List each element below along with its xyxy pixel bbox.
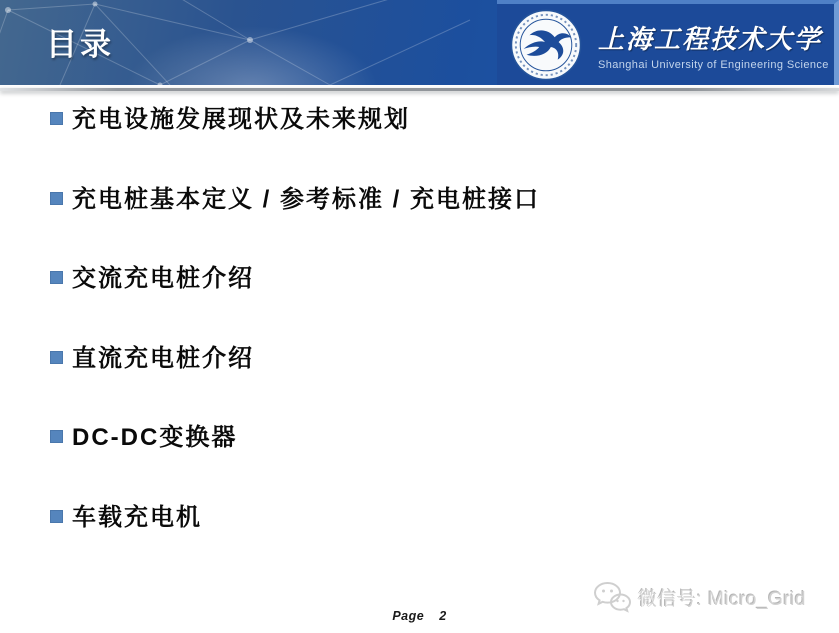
university-seal-bird-icon: [510, 9, 582, 81]
bullet-square-icon: [50, 430, 63, 443]
toc-item-label: 直流充电桩介绍: [72, 344, 254, 372]
bullet-square-icon: [50, 510, 63, 523]
toc-item-dcdc-converter: [50, 425, 540, 451]
bullet-square-icon: [50, 351, 63, 364]
header-divider: [0, 88, 839, 91]
toc-item-charging-facilities: [50, 107, 540, 133]
page-label: Page: [392, 609, 425, 623]
university-name-block: [598, 19, 829, 71]
university-name-cn: 上海工程技术大学: [598, 24, 823, 55]
toc-item-label: 充电设施发展现状及未来规划: [72, 106, 410, 133]
toc-item-label: 交流充电桩介绍: [72, 265, 254, 292]
toc-item-ac-pile: [50, 266, 540, 292]
page-title: 目录: [46, 27, 114, 62]
wechat-watermark: [593, 581, 806, 614]
toc-item-label: 车载充电机: [72, 503, 202, 531]
toc-item-label: DC-DC变换器: [72, 424, 238, 451]
toc-item-label: 充电桩基本定义 / 参考标准 / 充电桩接口: [72, 185, 541, 213]
university-name-en: Shanghai University of Engineering Science: [598, 58, 829, 71]
bullet-square-icon: [50, 192, 63, 205]
page-number: 2: [439, 609, 447, 623]
wechat-id-label: 微信号: Micro_Grid: [638, 589, 806, 610]
university-logo-panel: [497, 0, 839, 85]
toc-list: [50, 107, 540, 531]
wechat-icon: [593, 581, 631, 614]
bullet-square-icon: [50, 271, 63, 284]
toc-item-dc-pile: [50, 346, 540, 372]
header-banner: [0, 0, 839, 85]
toc-item-pile-definition: [50, 187, 540, 213]
toc-item-onboard-charger: [50, 505, 540, 531]
bullet-square-icon: [50, 112, 63, 125]
